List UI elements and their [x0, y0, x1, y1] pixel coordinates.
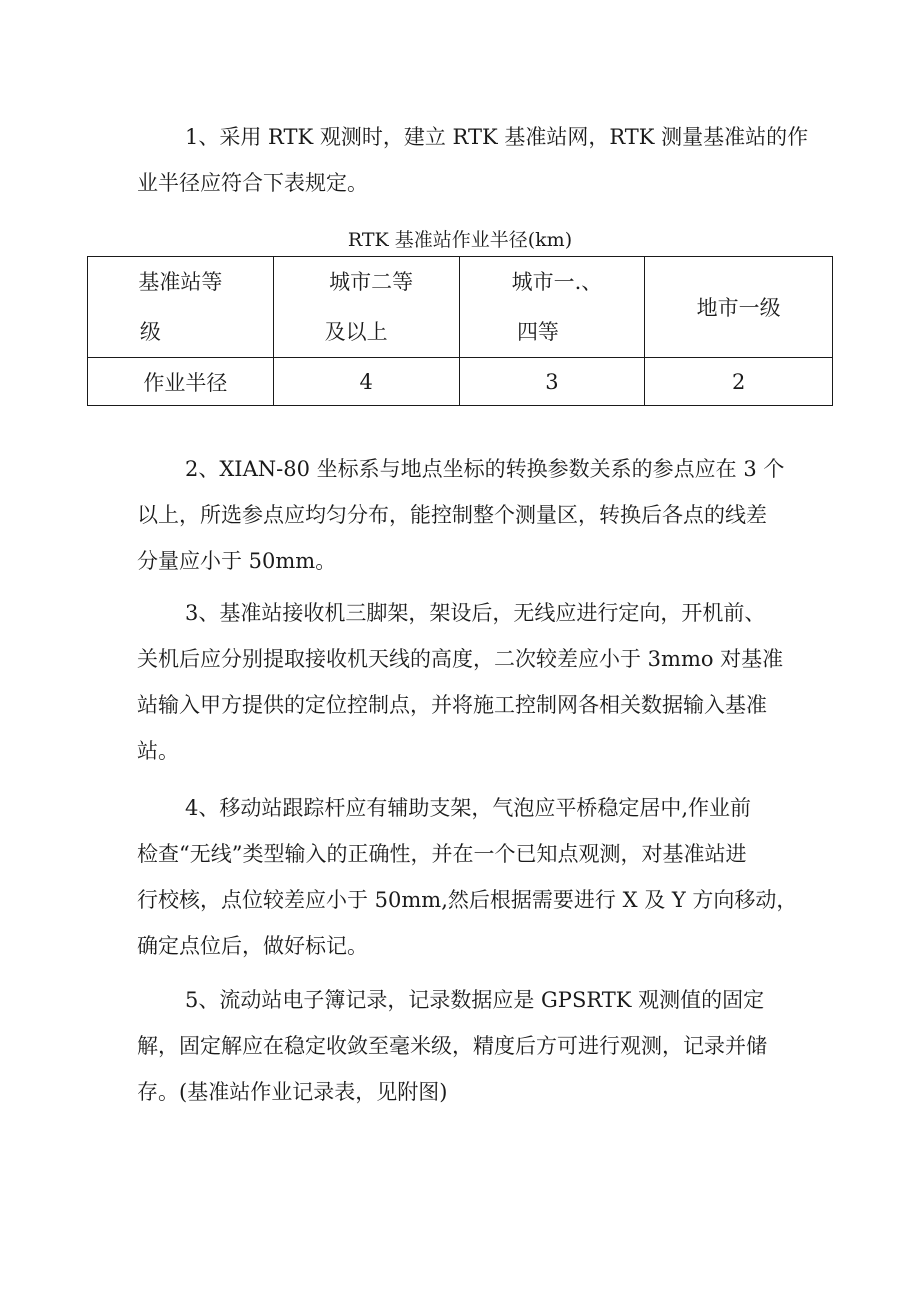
radius-table [87, 256, 833, 406]
paragraph-5 [137, 977, 837, 1115]
header-cell-prefecture-first: 地市一级 [645, 257, 833, 358]
paragraph-5-line-1: 5、流动站电子簿记录，记录数据应是 GPSRTK 观测值的固定 [185, 988, 765, 1012]
row-label-cell: 作业半径 [88, 358, 274, 406]
header-cell-city-first: 城市一.、 四等 [459, 257, 645, 358]
table-header-row [88, 257, 833, 358]
paragraph-5-line-2: 解，固定解应在稳定收敛至毫米级，精度后方可进行观测，记录并储 [137, 1034, 767, 1058]
paragraph-2-line-2: 以上，所选参点应均匀分布，能控制整个测量区，转换后各点的线差 [137, 503, 767, 527]
table-caption: RTK 基准站作业半径(km) [347, 229, 573, 251]
paragraph-2-line-3: 分量应小于 50mm。 [137, 549, 337, 573]
paragraph-4-line-1: 4、移动站跟踪杆应有辅助支架，气泡应平桥稳定居中,作业前 [185, 796, 752, 820]
header-cell-city-second: 城市二等 及以上 [273, 257, 459, 358]
paragraph-1 [137, 114, 837, 206]
table-row [88, 358, 833, 406]
value-cell: 2 [645, 358, 833, 406]
paragraph-3-line-4: 站。 [137, 739, 179, 763]
paragraph-4 [137, 785, 837, 969]
paragraph-5-line-3: 存。(基准站作业记录表，见附图) [137, 1080, 448, 1104]
paragraph-4-line-2: 检查“无线”类型输入的正确性，并在一个已知点观测，对基准站进 [137, 842, 747, 866]
value-cell: 4 [273, 358, 459, 406]
paragraph-3 [137, 590, 837, 774]
paragraph-3-line-1: 3、基准站接收机三脚架，架设后，无线应进行定向，开机前、 [185, 601, 766, 625]
header-cell-station-grade: 基准站等 级 [88, 257, 274, 358]
paragraph-3-line-2: 关机后应分别提取接收机天线的高度，二次较差应小于 3mmo 对基准 [137, 647, 784, 671]
paragraph-1-line-2: 业半径应符合下表规定。 [137, 171, 368, 195]
paragraph-2 [137, 446, 837, 584]
paragraph-4-line-4: 确定点位后，做好标记。 [137, 934, 368, 958]
paragraph-2-line-1: 2、XIAN-80 坐标系与地点坐标的转换参数关系的参点应在 3 个 [185, 457, 785, 481]
paragraph-3-line-3: 站输入甲方提供的定位控制点，并将施工控制网各相关数据输入基准 [137, 693, 767, 717]
paragraph-1-line-1: 1、采用 RTK 观测时，建立 RTK 基准站网，RTK 测量基准站的作 [185, 125, 809, 149]
paragraph-4-line-3: 行校核，点位较差应小于 50mm,然后根据需要进行 X 及 Y 方向移动， [137, 888, 798, 912]
value-cell: 3 [459, 358, 645, 406]
